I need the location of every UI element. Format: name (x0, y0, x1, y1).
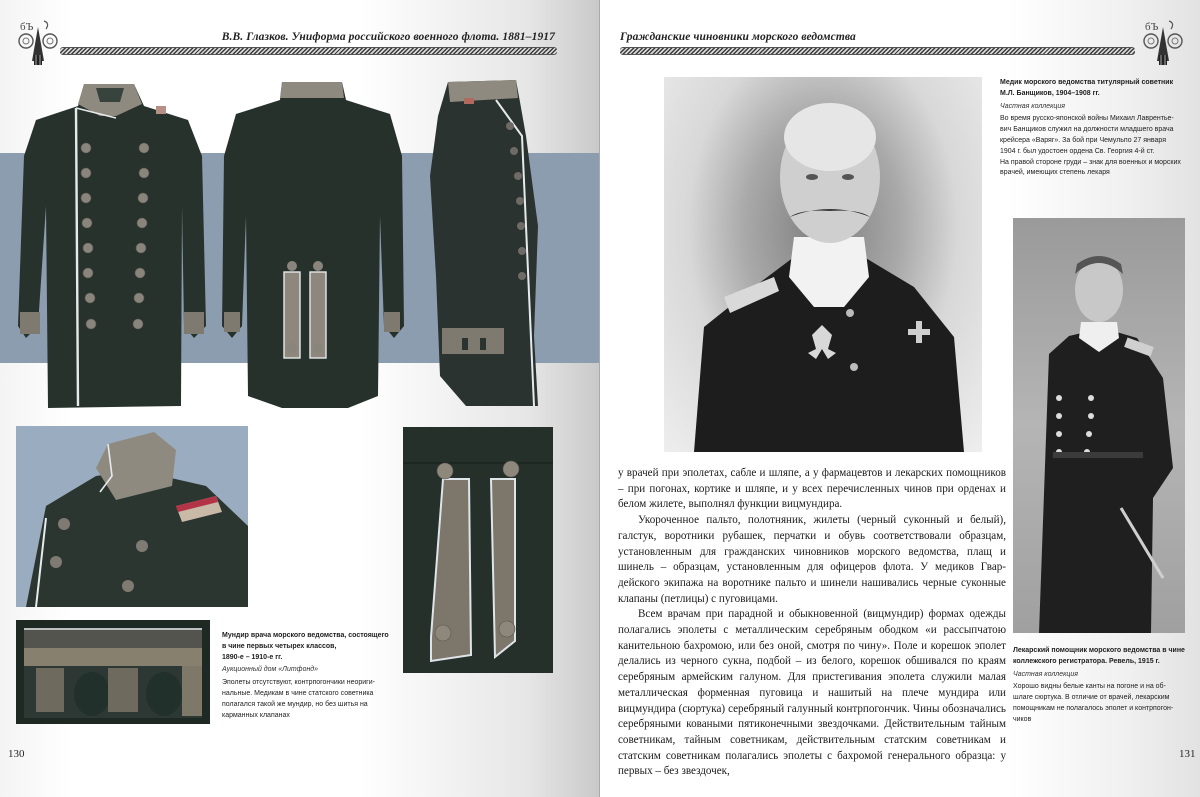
caption-body: Эполеты отсутствуют, контрпогончики неориги- нальные. Медикам в чине статского советника полагался такой же мундир, но без шитья на карманных клапанах (222, 677, 375, 719)
cuff-detail-image (16, 620, 210, 724)
publisher-logo-icon (16, 17, 60, 67)
publisher-logo-icon (1141, 17, 1185, 67)
jacket-front-image (16, 76, 208, 416)
body-paragraph: Укороченное пальто, полотняник, жилеты (черный суконный и белый), галстук, воротники рубашек, перчатки и обувь соответствовали образцам, установленным для гражданских чиновников морского ведомства, плащ и шинель – образцам, установленным для офицеров флота. У медиков Гвардейского экипажа на воротнике пальто и шинели нашивались черные суконные клапаны (петлицы) с пуговицами. (618, 514, 1006, 605)
jacket-back-image (218, 76, 408, 416)
running-title-right: Гражданские чиновники морского ведомства (620, 31, 856, 43)
caption-uniform (222, 630, 389, 720)
caption-body: Хорошо видны белые канты на погоне и на об- шлаге сюртука. В отличие от врачей, лекарским помощникам не полагалось эполет и контрпогон- чиков (1013, 681, 1174, 723)
caption-source: Частная коллекция (1000, 100, 1066, 110)
body-paragraph: Всем врачам при парадной и обыкновенной (вицмундир) формах одежды полагались эполеты с металлическим серебряным ободком «и рассыпчатою канительною бахромою, или без оной, смотря по чину». Поле и корешок эполет делались из черного сукна, подбой – из белого, корешок обшивался по краям серебряным армейским галуном. Для пристегивания эполета служили малая металлическая форменная пуговица и нашитый на плече мундира или вицмундира (сюртука) серебряный галунный контрпогончик. Чины обозначались серебряными коваными пятиконечными звездочками. Действительным тайным советникам, тайным советникам, действительным статским советникам и статским советникам полагались эполеты с бахромой генерального образца: у первых – без звездочек, (618, 608, 1006, 778)
page-number-left: 130 (8, 748, 25, 760)
page-number-right: 131 (1179, 748, 1196, 760)
portrait-medical-assistant-image (1013, 218, 1185, 633)
rope-divider (620, 47, 1135, 55)
caption-medical-assistant (1013, 645, 1193, 725)
caption-portrait (1000, 77, 1191, 178)
caption-source: Аукционный дом «Литфонд» (222, 664, 319, 674)
portrait-banshchikov-image (664, 77, 982, 452)
svg-text:бЪ: бЪ (1145, 21, 1159, 33)
jacket-side-image (426, 76, 546, 416)
running-title-left: В.В. Глазков. Униформа российского военного флота. 1881–1917 (221, 31, 555, 43)
tail-flap-detail-image (403, 427, 553, 673)
main-body-text (618, 466, 1006, 780)
rope-divider (60, 47, 557, 55)
body-paragraph: у врачей при эполетах, сабле и шляпе, а у фармацевтов и лекарских помощников – при погонах, кортике и шляпе, и у всех перечисленных чинов при орденах и белом жилете, выполнял функции вицмундира. (618, 467, 1006, 511)
caption-title: Лекарский помощник морского ведомства в чине коллежского регистратора. Ревель, 1915 г. (1013, 645, 1185, 665)
caption-body: Во время русско-японской войны Михаил Лаврентье- вич Банщиков служил на должности младшего врача крейсера «Варяг». За бой при Чемульпо 27 января 1904 г. был удостоен ордена Св. Георгия 4-й ст. На правой стороне груди – знак для военных и морских врачей, имеющих степень лекаря (1000, 113, 1181, 177)
right-page (600, 0, 1200, 797)
collar-detail-image (16, 426, 248, 607)
caption-title: Мундир врача морского ведомства, состоящего в чине первых четырех классов, 1890-е – 1910-е гг. (222, 630, 389, 661)
caption-source: Частная коллекция (1013, 668, 1079, 678)
caption-title: Медик морского ведомства титулярный советник М.Л. Банщиков, 1904–1908 гг. (1000, 77, 1174, 97)
svg-text:бЪ: бЪ (20, 21, 34, 33)
